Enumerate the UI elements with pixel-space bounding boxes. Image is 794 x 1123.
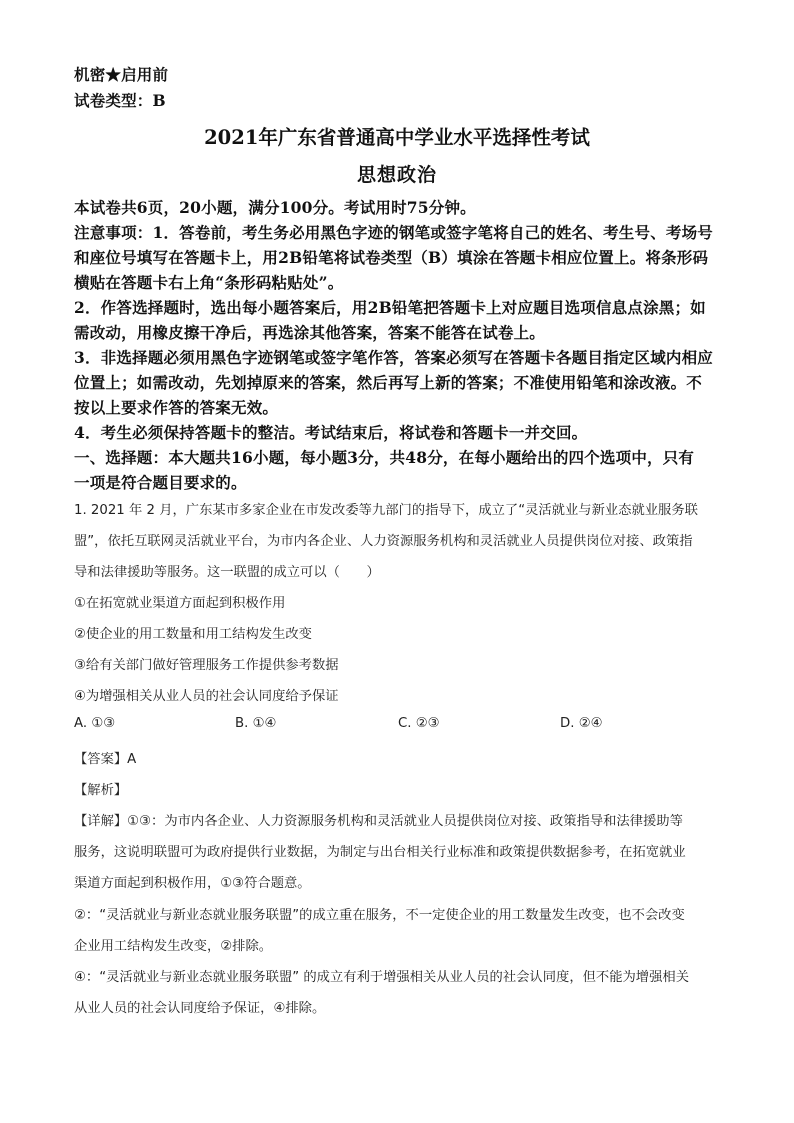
question-stem-line: 导和法律援助等服务。这一联盟的成立可以（ ） — [74, 565, 380, 580]
question-stem-line: 1. 2021 年 2 月，广东某市多家企业在市发改委等九部门的指导下，成立了“灵活就业与新业态就业服务联 — [74, 503, 698, 518]
notice-line: 按以上要求作答的答案无效。 — [74, 398, 279, 417]
question-stem-line: 盟”，依托互联网灵活就业平台，为市内各企业、人力资源服务机构和灵活就业人员提供岗位对接、政策指 — [74, 534, 693, 549]
analysis-line: 企业用工结构发生改变，②排除。 — [74, 939, 273, 954]
question-item: ④为增强相关从业人员的社会认同度给予保证 — [74, 689, 339, 704]
subject-title: 思想政治 — [356, 164, 437, 186]
option-a: A. ①③ — [74, 716, 116, 731]
option-d: D. ②④ — [560, 716, 603, 731]
notice-line: 4．考生必须保持答题卡的整洁。考试结束后，将试卷和答题卡一并交回。 — [74, 423, 588, 442]
notice-line: 需改动，用橡皮擦干净后，再选涂其他答案，答案不能答在试卷上。 — [74, 323, 546, 342]
analysis-line: ④：“灵活就业与新业态就业服务联盟” 的成立有利于增强相关从业人员的社会认同度，但不能为增强相关 — [74, 970, 689, 985]
question-item: ③给有关部门做好管理服务工作提供参考数据 — [74, 658, 339, 673]
question-item: ②使企业的用工数量和用工结构发生改变 — [74, 627, 312, 642]
option-c: C. ②③ — [398, 716, 440, 731]
notice-line: 注意事项：1．答卷前，考生务必用黑色字迹的钢笔或签字笔将自己的姓名、考生号、考场号 — [74, 223, 713, 242]
analysis-label: 【解析】 — [74, 783, 128, 798]
notice-line: 横贴在答题卡右上角“条形码粘贴处”。 — [74, 273, 344, 292]
notice-line: 2．作答选择题时，选出每小题答案后，用2B铅笔把答题卡上对应题目选项信息点涂黑；如 — [74, 298, 706, 317]
analysis-line: 服务，这说明联盟可为政府提供行业数据，为制定与出台相关行业标准和政策提供数据参考，在拓宽就业 — [74, 845, 686, 860]
notice-line: 3．非选择题必须用黑色字迹钢笔或签字笔作答，答案必须写在答题卡各题目指定区域内相应 — [74, 348, 713, 367]
exam-title: 2021年广东省普通高中学业水平选择性考试 — [204, 126, 590, 149]
notice-line: 位置上；如需改动，先划掉原来的答案，然后再写上新的答案；不准使用铅笔和涂改液。不 — [74, 373, 703, 392]
section-heading: 一、选择题：本大题共16小题，每小题3分，共48分，在每小题给出的四个选项中，只有 — [74, 448, 695, 467]
answer-line: 【答案】A — [74, 752, 137, 767]
paper-type-label: 试卷类型：B — [74, 91, 166, 110]
question-item: ①在拓宽就业渠道方面起到积极作用 — [74, 596, 286, 611]
analysis-line: 【详解】①③：为市内各企业、人力资源服务机构和灵活就业人员提供岗位对接、政策指导和法律援助等 — [74, 814, 683, 829]
analysis-line: 从业人员的社会认同度给予保证，④排除。 — [74, 1001, 326, 1016]
section-heading: 一项是符合题目要求的。 — [74, 473, 247, 492]
confidential-label: 机密★启用前 — [74, 65, 169, 84]
notice-line: 和座位号填写在答题卡上，用2B铅笔将试卷类型（B）填涂在答题卡相应位置上。将条形码 — [74, 248, 709, 267]
analysis-line: ②：“灵活就业与新业态就业服务联盟”的成立重在服务，不一定使企业的用工数量发生改变，也不会改变 — [74, 908, 685, 923]
analysis-line: 渠道方面起到积极作用，①③符合题意。 — [74, 876, 311, 891]
option-b: B. ①④ — [235, 716, 277, 731]
intro-summary: 本试卷共6页，20小题，满分100分。考试用时75分钟。 — [74, 198, 476, 217]
